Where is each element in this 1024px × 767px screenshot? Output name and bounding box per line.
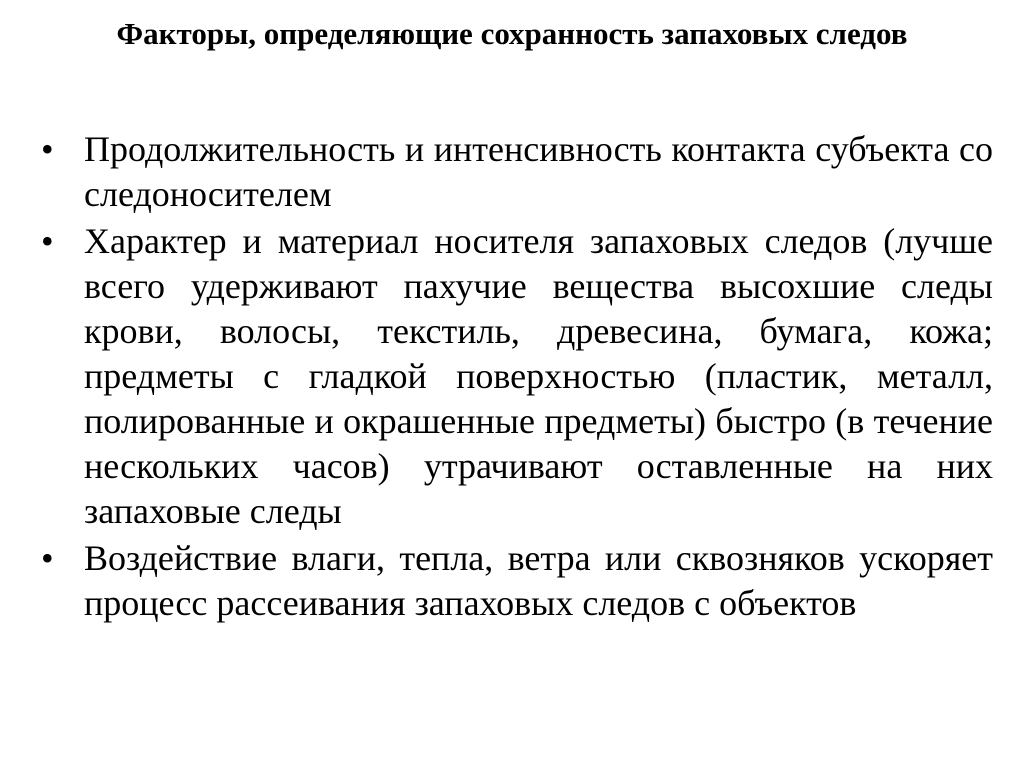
bullet-item-2 — [0, 219, 1024, 534]
bullet-list — [0, 127, 1024, 626]
bullet-icon: • — [41, 538, 54, 578]
bullet-text: Воздействие влаги, тепла, ветра или сквозняков ускоряет процесс рассеивания запаховых следов с объектов — [84, 538, 993, 623]
bullet-item-3 — [0, 536, 1024, 626]
bullet-icon: • — [41, 129, 54, 169]
bullet-text: Характер и материал носителя запаховых следов (лучше всего удерживают пахучие вещества высохшие следы крови, волосы, текстиль, древесина, бумага, кожа; предметы с гладкой поверхностью (пластик, металл, полированные и окрашенные предметы) быстро (в течение нескольких часов) утрачивают оставленные на них запаховые следы — [84, 221, 993, 531]
slide-title: Факторы, определяющие сохранность запаховых следов — [116, 16, 908, 51]
bullet-text: Продолжительность и интенсивность контакта субъекта со следоносителем — [84, 129, 993, 214]
bullet-item-1 — [0, 127, 1024, 217]
bullet-icon: • — [41, 221, 54, 261]
